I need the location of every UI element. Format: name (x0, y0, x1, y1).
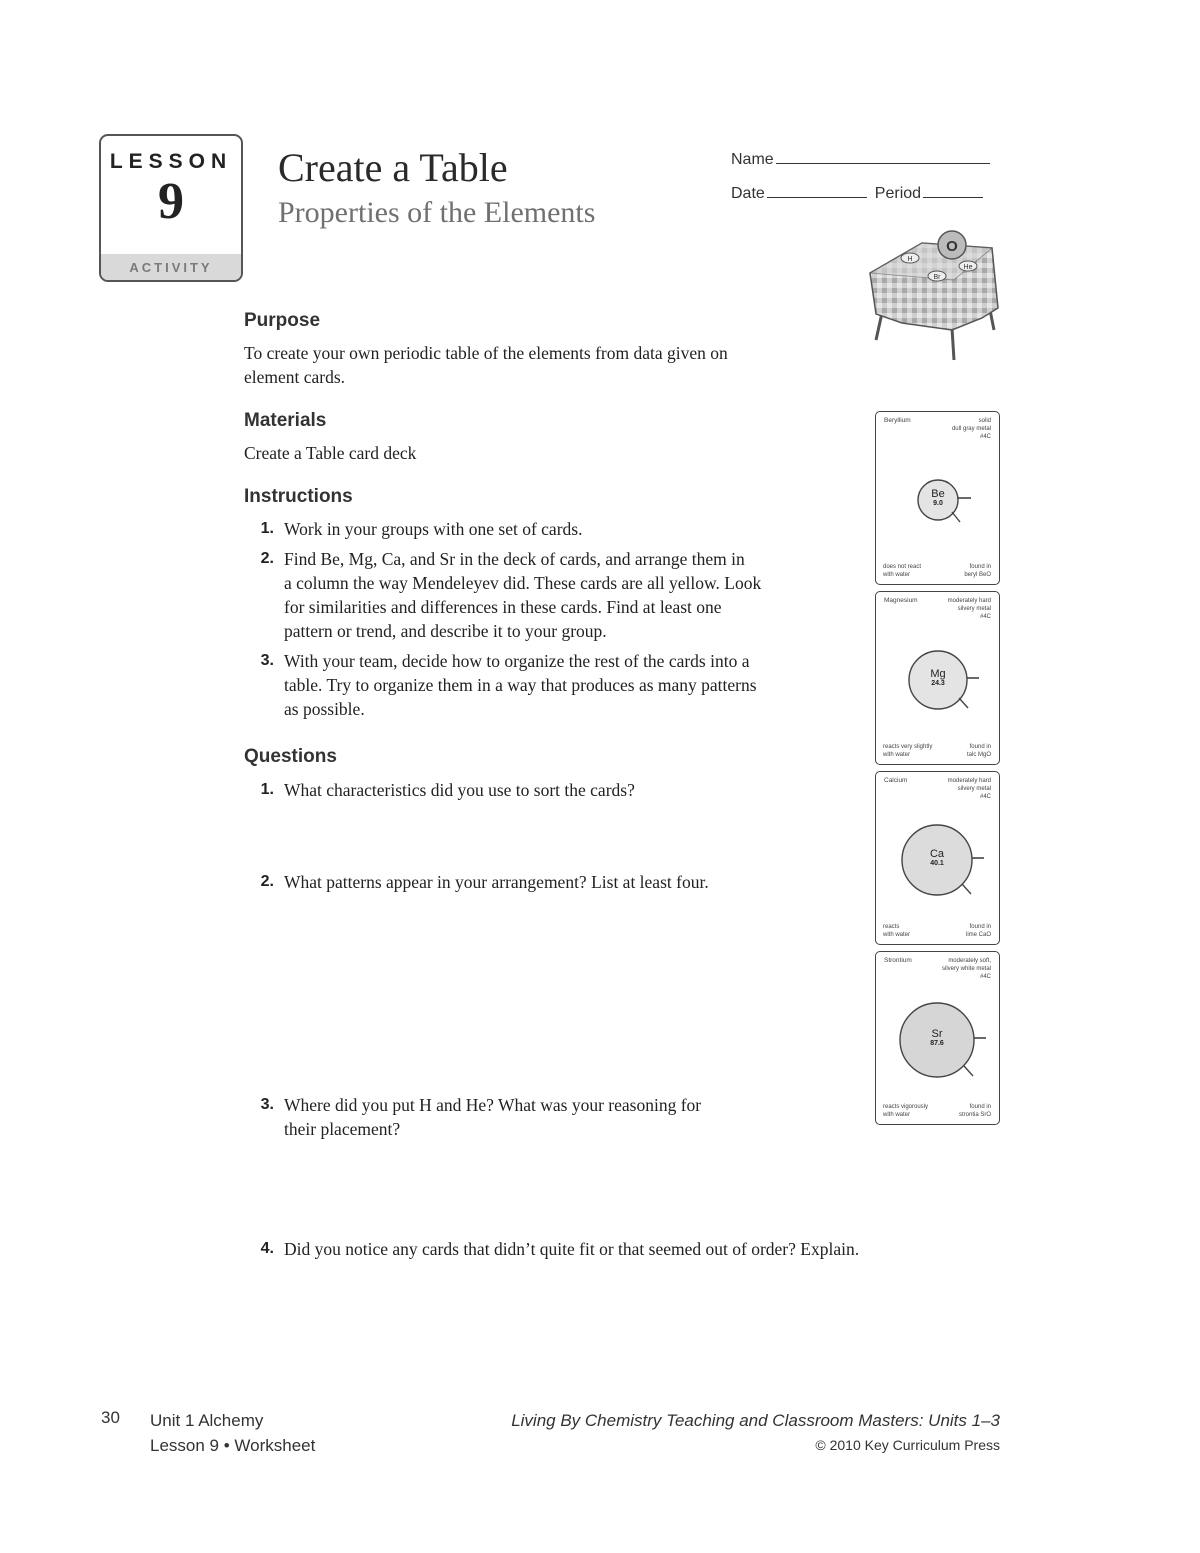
instruction-number: 3. (260, 652, 274, 669)
question-line: Where did you put H and He? What was your reasoning for (284, 1095, 702, 1115)
instruction-line: for similarities and differences in these cards. Find at least one (284, 597, 722, 617)
instruction-line: Find Be, Mg, Ca, and Sr in the deck of cards, and arrange them in (284, 549, 745, 569)
card-reactivity (883, 743, 932, 759)
instruction-number: 2. (260, 550, 274, 567)
question-line: What patterns appear in your arrangement? List at least four. (284, 872, 709, 892)
card-symbol: Sr (931, 1028, 943, 1040)
card-source (966, 923, 991, 939)
purpose-line: element cards. (244, 367, 346, 387)
name-field[interactable] (731, 149, 990, 169)
illus-label-o: O (946, 238, 958, 255)
name-line[interactable] (776, 149, 990, 164)
instruction-line: a column the way Mendeleyev did. These cards are all yellow. Look (284, 573, 762, 593)
page-subtitle: Properties of the Elements (278, 196, 596, 229)
purpose-line: To create your own periodic table of the elements from data given on (244, 343, 728, 363)
period-line[interactable] (923, 183, 983, 198)
footer-credits (511, 1408, 1000, 1458)
instruction-line: table. Try to organize them in a way that produces as many patterns (284, 675, 757, 695)
date-line[interactable] (767, 183, 867, 198)
page-title: Create a Table (278, 145, 508, 190)
lesson-label: LESSON (109, 150, 233, 173)
card-property: moderately soft, (948, 958, 991, 964)
card-property: silvery metal (957, 786, 991, 792)
card-property: #4C (979, 614, 991, 620)
card-property: solid (978, 418, 991, 424)
card-mass: 40.1 (930, 860, 944, 867)
card-source (967, 743, 991, 759)
card-reactivity-line: with water (883, 752, 911, 758)
card-symbol: Be (931, 488, 945, 500)
card-reactivity (883, 923, 910, 939)
card-property: #4C (979, 434, 991, 440)
card-mass: 9.0 (933, 500, 943, 507)
illus-label-br: Br (933, 274, 941, 281)
lesson-badge (99, 134, 243, 282)
instruction-line: as possible. (284, 699, 365, 719)
card-element-name: Strontium (884, 957, 912, 964)
card-mass: 87.6 (930, 1040, 944, 1047)
question-number: 3. (260, 1096, 274, 1113)
card-property: silvery metal (957, 606, 991, 612)
question-number: 2. (260, 873, 274, 890)
illus-label-he: He (963, 264, 973, 271)
card-property: #4C (979, 794, 991, 800)
card-property: #4C (979, 974, 991, 980)
card-symbol-block (918, 489, 958, 507)
question-number: 4. (260, 1240, 274, 1257)
card-property: moderately hard (947, 598, 991, 604)
page-number: 30 (101, 1408, 120, 1427)
card-symbol-block (918, 669, 958, 687)
footer-lesson: Lesson 9 • Worksheet (150, 1436, 316, 1455)
card-reactivity-line: does not react (883, 564, 922, 570)
element-card-calcium (875, 771, 1000, 945)
element-card-beryllium (875, 411, 1000, 585)
materials-text: Create a Table card deck (244, 443, 417, 463)
card-source (964, 563, 991, 579)
card-source-line: found in (969, 924, 991, 930)
card-reactivity-line: reacts vigorously (883, 1104, 929, 1110)
instructions-heading: Instructions (244, 486, 353, 507)
question-line: Did you notice any cards that didn’t quite fit or that seemed out of order? Explain. (284, 1239, 860, 1259)
card-property: silvery white metal (941, 966, 991, 972)
element-card-magnesium (875, 591, 1000, 765)
instruction-line: pattern or trend, and describe it to your group. (284, 621, 607, 641)
date-period-field[interactable] (731, 183, 983, 203)
card-property: dull gray metal (951, 426, 991, 432)
card-reactivity (883, 563, 921, 579)
card-mass: 24.3 (931, 680, 945, 687)
activity-label: ACTIVITY (101, 254, 241, 280)
card-source-line: beryl BeO (964, 572, 991, 578)
card-reactivity (883, 1103, 928, 1119)
card-reactivity-line: reacts (883, 924, 900, 930)
card-element-name: Magnesium (884, 597, 918, 604)
instruction-line: With your team, decide how to organize the rest of the cards into a (284, 651, 750, 671)
card-reactivity-line: reacts very slightly (883, 744, 933, 750)
question-line: What characteristics did you use to sort the cards? (284, 780, 635, 800)
card-symbol-block (917, 1029, 957, 1047)
footer-unit: Unit 1 Alchemy (150, 1411, 264, 1430)
card-source-line: found in (969, 1104, 991, 1110)
card-source-line: found in (969, 564, 991, 570)
card-source-line: lime CaO (965, 932, 991, 938)
instruction-number: 1. (260, 520, 274, 537)
card-source-line: found in (969, 744, 991, 750)
card-reactivity-line: with water (883, 932, 911, 938)
purpose-text (244, 341, 844, 389)
purpose-heading: Purpose (244, 310, 321, 331)
footer-book-title: Living By Chemistry Teaching and Classroom Masters: Units 1–3 (511, 1411, 1000, 1430)
card-source-line: strontia SrO (958, 1112, 991, 1118)
name-label: Name (731, 151, 774, 168)
lesson-number: 9 (158, 173, 184, 230)
question-number: 1. (260, 781, 274, 798)
footer-copyright: © 2010 Key Curriculum Press (815, 1437, 1000, 1453)
card-reactivity-line: with water (883, 1112, 911, 1118)
table-illustration-icon (862, 218, 1002, 366)
card-symbol-block (917, 849, 957, 867)
questions-heading: Questions (244, 746, 337, 767)
card-source (959, 1103, 991, 1119)
date-label: Date (731, 185, 765, 202)
question-line: their placement? (284, 1119, 401, 1139)
card-source-line: talc MgO (966, 752, 991, 758)
card-property: moderately hard (947, 778, 991, 784)
period-label: Period (874, 185, 922, 202)
card-element-name: Calcium (884, 777, 908, 784)
instruction-line: Work in your groups with one set of cards. (284, 519, 583, 539)
illus-label-h: H (907, 256, 913, 263)
footer-unit-block (150, 1408, 315, 1458)
card-symbol: Mg (930, 668, 946, 680)
element-card-strontium (875, 951, 1000, 1125)
card-symbol: Ca (929, 848, 945, 860)
materials-heading: Materials (244, 410, 327, 431)
card-element-name: Beryllium (884, 417, 911, 424)
card-reactivity-line: with water (883, 572, 911, 578)
